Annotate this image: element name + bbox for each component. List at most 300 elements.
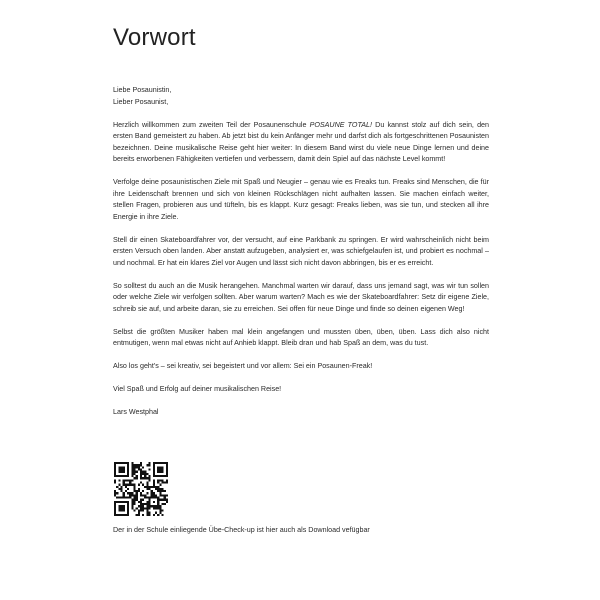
qr-module <box>157 479 159 481</box>
qr-module <box>116 492 118 494</box>
qr-module <box>120 497 122 499</box>
qr-module <box>164 497 166 499</box>
signature: Lars Westphal <box>113 408 159 416</box>
qr-module <box>123 484 125 486</box>
qr-module <box>114 475 116 477</box>
qr-module <box>125 490 127 492</box>
qr-module <box>155 462 157 464</box>
qr-module <box>131 468 133 470</box>
qr-module <box>140 473 142 475</box>
qr-module <box>120 514 122 516</box>
qr-module <box>157 466 159 468</box>
qr-module <box>146 497 148 499</box>
qr-module <box>127 505 129 507</box>
qr-module <box>149 497 151 499</box>
qr-module <box>125 462 127 464</box>
qr-module <box>157 490 159 492</box>
qr-module <box>146 510 148 512</box>
qr-module <box>127 512 129 514</box>
qr-module <box>162 490 164 492</box>
qr-module <box>123 501 125 503</box>
qr-module <box>136 466 138 468</box>
qr-module <box>142 484 144 486</box>
qr-module <box>114 468 116 470</box>
qr-module <box>151 497 153 499</box>
qr-module <box>127 473 129 475</box>
qr-module <box>157 486 159 488</box>
qr-module <box>166 473 168 475</box>
qr-module <box>164 494 166 496</box>
qr-module <box>155 475 157 477</box>
qr-module <box>123 479 125 481</box>
qr-module <box>149 479 151 481</box>
qr-module <box>157 497 159 499</box>
qr-module <box>138 464 140 466</box>
qr-module <box>159 494 161 496</box>
qr-module <box>123 468 125 470</box>
qr-module <box>142 505 144 507</box>
qr-module <box>131 471 133 473</box>
qr-module <box>146 514 148 516</box>
qr-module <box>138 468 140 470</box>
qr-module <box>140 503 142 505</box>
qr-module <box>149 505 151 507</box>
qr-module <box>125 501 127 503</box>
qr-module <box>136 490 138 492</box>
qr-module <box>149 475 151 477</box>
qr-module <box>133 499 135 501</box>
qr-module <box>129 484 131 486</box>
qr-module <box>140 462 142 464</box>
qr-module <box>159 475 161 477</box>
qr-module <box>118 497 120 499</box>
qr-module <box>120 466 122 468</box>
qr-module <box>157 462 159 464</box>
qr-module <box>166 462 168 464</box>
paragraph-welcome-end: Du kannst stolz auf dich sein, den ersten Band gemeistert zu haben. Ab jetzt bist du kein Anfänger mehr und darfst dich als fortgeschrittenen Posaunisten bezeichnen. Deine musikalische Reise geht hier weiter: In diesem Band wirst du viele neue Dinge lernen und deine bereits erworbenen Fähigkeiten vertiefen und verbessern, damit dein Spiel auf das nächste Level kommt! <box>113 120 489 163</box>
qr-module <box>118 514 120 516</box>
qr-module <box>120 486 122 488</box>
qr-module <box>127 514 129 516</box>
book-title-emphasis: POSAUNE TOTAL! <box>309 120 373 129</box>
qr-module <box>133 473 135 475</box>
qr-module <box>123 514 125 516</box>
qr-module <box>162 462 164 464</box>
qr-module <box>125 484 127 486</box>
qr-module <box>131 475 133 477</box>
qr-module <box>120 475 122 477</box>
qr-module <box>149 512 151 514</box>
qr-module <box>149 488 151 490</box>
qr-module <box>149 507 151 509</box>
qr-module <box>127 492 129 494</box>
qr-module <box>123 492 125 494</box>
qr-module <box>142 466 144 468</box>
qr-module <box>114 471 116 473</box>
qr-module <box>153 514 155 516</box>
salutation <box>113 85 489 108</box>
foreword-body <box>113 85 489 419</box>
qr-module <box>120 462 122 464</box>
qr-module <box>136 471 138 473</box>
qr-module <box>114 464 116 466</box>
qr-module <box>114 505 116 507</box>
qr-module <box>114 462 116 464</box>
qr-module <box>131 464 133 466</box>
qr-module <box>144 475 146 477</box>
qr-module <box>149 477 151 479</box>
qr-module <box>127 507 129 509</box>
qr-module <box>131 473 133 475</box>
qr-module <box>159 507 161 509</box>
qr-module <box>129 481 131 483</box>
qr-code[interactable] <box>114 462 168 516</box>
qr-module <box>114 507 116 509</box>
qr-module <box>127 468 129 470</box>
qr-module <box>133 464 135 466</box>
qr-module <box>149 462 151 464</box>
qr-module <box>142 473 144 475</box>
qr-module <box>153 464 155 466</box>
qr-module <box>151 490 153 492</box>
qr-module <box>125 486 127 488</box>
qr-module <box>166 479 168 481</box>
qr-module <box>140 468 142 470</box>
qr-module <box>114 512 116 514</box>
qr-module <box>131 507 133 509</box>
qr-module <box>133 471 135 473</box>
qr-module <box>114 514 116 516</box>
qr-module <box>162 479 164 481</box>
qr-module <box>118 475 120 477</box>
qr-module <box>146 464 148 466</box>
qr-module <box>142 514 144 516</box>
qr-module <box>149 514 151 516</box>
qr-module <box>136 477 138 479</box>
qr-module <box>159 505 161 507</box>
qr-module <box>127 497 129 499</box>
qr-module <box>140 501 142 503</box>
qr-module <box>114 479 116 481</box>
qr-module <box>123 475 125 477</box>
qr-module <box>153 484 155 486</box>
qr-module <box>136 497 138 499</box>
qr-module <box>140 477 142 479</box>
qr-module <box>142 503 144 505</box>
qr-module <box>146 507 148 509</box>
qr-module <box>120 505 122 507</box>
qr-module <box>140 510 142 512</box>
qr-module <box>116 501 118 503</box>
qr-module <box>162 468 164 470</box>
qr-module <box>159 499 161 501</box>
qr-module <box>149 501 151 503</box>
qr-module <box>136 464 138 466</box>
qr-module <box>162 466 164 468</box>
qr-module <box>120 507 122 509</box>
qr-module <box>159 484 161 486</box>
qr-module <box>123 466 125 468</box>
qr-module <box>155 507 157 509</box>
qr-module <box>120 510 122 512</box>
qr-module <box>131 492 133 494</box>
qr-module <box>144 507 146 509</box>
qr-module <box>131 501 133 503</box>
qr-module <box>166 494 168 496</box>
qr-module <box>116 497 118 499</box>
qr-module <box>146 505 148 507</box>
qr-module <box>157 505 159 507</box>
qr-module <box>118 510 120 512</box>
qr-module <box>140 494 142 496</box>
qr-module <box>123 507 125 509</box>
qr-module <box>131 494 133 496</box>
qr-module <box>140 481 142 483</box>
qr-module <box>140 464 142 466</box>
qr-module <box>162 481 164 483</box>
qr-module <box>118 471 120 473</box>
qr-module <box>164 499 166 501</box>
qr-module <box>140 507 142 509</box>
qr-module <box>162 499 164 501</box>
qr-module <box>114 501 116 503</box>
qr-module <box>166 499 168 501</box>
qr-module <box>118 462 120 464</box>
qr-module <box>153 475 155 477</box>
qr-module <box>116 462 118 464</box>
qr-module <box>153 507 155 509</box>
qr-module <box>118 468 120 470</box>
qr-module <box>114 492 116 494</box>
qr-module <box>149 486 151 488</box>
qr-module <box>166 471 168 473</box>
qr-module <box>162 494 164 496</box>
qr-module <box>157 514 159 516</box>
qr-module <box>157 481 159 483</box>
qr-module <box>138 488 140 490</box>
paragraph-welcome-start: Herzlich willkommen zum zweiten Teil der Posaunenschule <box>113 120 310 129</box>
qr-module <box>118 479 120 481</box>
qr-module <box>127 484 129 486</box>
qr-module <box>153 494 155 496</box>
qr-module <box>153 481 155 483</box>
qr-module <box>127 479 129 481</box>
qr-module <box>166 468 168 470</box>
qr-module <box>157 468 159 470</box>
paragraph-freaks: Verfolge deine posaunistischen Ziele mit Spaß und Neugier – genau wie es Freaks tun. Freaks sind Menschen, die für ihre Leidenschaft brennen und sich von kleinen Rückschlägen nicht aufhalten lassen. Sie machen einfach weiter, stellen Fragen, probieren aus und tüfteln, bis es klappt. Kurz gesagt: Freaks lieben, was sie tun, und stecken all ihre Energie in ihre Ziele. <box>113 178 489 221</box>
qr-module <box>162 471 164 473</box>
qr-module <box>162 510 164 512</box>
qr-module <box>144 494 146 496</box>
qr-module <box>133 466 135 468</box>
qr-module <box>162 514 164 516</box>
qr-module <box>151 486 153 488</box>
qr-module <box>146 503 148 505</box>
qr-module <box>164 481 166 483</box>
qr-module <box>146 486 148 488</box>
qr-module <box>144 473 146 475</box>
qr-module <box>118 466 120 468</box>
qr-module <box>146 481 148 483</box>
qr-module <box>114 481 116 483</box>
qr-module <box>133 488 135 490</box>
paragraph-skateboarder: Stell dir einen Skateboardfahrer vor, der versucht, auf eine Parkbank zu springen. Er wird wahrscheinlich nicht beim ersten Versuch oben landen. Aber anstatt aufzugeben, analysiert er, was schiefgelaufen ist, und probiert es nochmal – und nochmal. Er hat ein klares Ziel vor Augen und lässt sich nicht davon abbringen, bis er es erreicht. <box>113 235 489 267</box>
qr-module <box>138 490 140 492</box>
qr-module <box>136 475 138 477</box>
qr-module <box>138 466 140 468</box>
paragraph-great-musicians: Selbst die größten Musiker haben mal klein angefangen und mussten üben, üben, üben. Lass dich also nicht entmutigen, wenn mal etwas nicht auf Anhieb klappt. Bleib dran und hab Spaß an dem, was du tust. <box>113 327 489 347</box>
page-title: Vorwort <box>113 24 196 51</box>
qr-module <box>136 507 138 509</box>
qr-module <box>146 488 148 490</box>
qr-module <box>153 492 155 494</box>
qr-module <box>144 503 146 505</box>
qr-module <box>142 494 144 496</box>
qr-module <box>131 505 133 507</box>
qr-module <box>127 471 129 473</box>
paragraph-closing-wish: Viel Spaß und Erfolg auf deiner musikalischen Reise! <box>113 385 282 393</box>
qr-module <box>153 501 155 503</box>
qr-module <box>144 471 146 473</box>
qr-module <box>133 468 135 470</box>
qr-module <box>133 503 135 505</box>
qr-module <box>140 471 142 473</box>
qr-module <box>138 505 140 507</box>
qr-module <box>127 462 129 464</box>
qr-module <box>159 468 161 470</box>
qr-module <box>157 503 159 505</box>
qr-module <box>155 505 157 507</box>
qr-module <box>157 501 159 503</box>
qr-module <box>166 501 168 503</box>
qr-module <box>153 473 155 475</box>
qr-module <box>118 507 120 509</box>
qr-module <box>114 503 116 505</box>
qr-module <box>166 464 168 466</box>
qr-module <box>157 471 159 473</box>
qr-module <box>118 488 120 490</box>
qr-module <box>153 505 155 507</box>
qr-module <box>123 510 125 512</box>
qr-module <box>133 490 135 492</box>
qr-module <box>129 479 131 481</box>
qr-module <box>136 499 138 501</box>
qr-module <box>127 488 129 490</box>
qr-module <box>131 484 133 486</box>
qr-module <box>114 494 116 496</box>
qr-module <box>131 499 133 501</box>
qr-module <box>149 499 151 501</box>
qr-module <box>125 497 127 499</box>
qr-module <box>114 510 116 512</box>
qr-module <box>127 501 129 503</box>
qr-module <box>138 510 140 512</box>
qr-module <box>140 492 142 494</box>
qr-module <box>146 473 148 475</box>
qr-module <box>127 466 129 468</box>
qr-module <box>159 479 161 481</box>
qr-module <box>131 479 133 481</box>
qr-module <box>123 462 125 464</box>
qr-module <box>159 512 161 514</box>
qr-module <box>133 486 135 488</box>
qr-module <box>114 473 116 475</box>
qr-module <box>146 512 148 514</box>
qr-module <box>164 475 166 477</box>
qr-module <box>164 462 166 464</box>
qr-module <box>125 479 127 481</box>
qr-module <box>144 486 146 488</box>
qr-module <box>153 497 155 499</box>
qr-module <box>118 505 120 507</box>
qr-module <box>127 503 129 505</box>
qr-module <box>142 471 144 473</box>
qr-module <box>142 499 144 501</box>
qr-module <box>149 503 151 505</box>
qr-module <box>131 462 133 464</box>
qr-module <box>155 497 157 499</box>
qr-module <box>118 484 120 486</box>
qr-module <box>142 510 144 512</box>
qr-module <box>162 503 164 505</box>
qr-module <box>138 514 140 516</box>
qr-module <box>166 481 168 483</box>
qr-module <box>116 475 118 477</box>
qr-module <box>129 497 131 499</box>
qr-module <box>127 510 129 512</box>
qr-module <box>138 501 140 503</box>
qr-module <box>146 484 148 486</box>
paragraph-music-approach: So solltest du auch an die Musik herangehen. Manchmal warten wir darauf, dass uns jemand sagt, was wir tun sollen oder welche Ziele wir verfolgen sollten. Aber warum warten? Mach es wie der Skateboardfahrer: Setz dir eigene Ziele, schreib sie auf, und arbeite daran, sie zu erreichen. Sei offen für neue Dinge und finde so deinen eigenen Weg! <box>113 281 489 313</box>
qr-module <box>120 471 122 473</box>
qr-module <box>120 490 122 492</box>
qr-module <box>159 490 161 492</box>
qr-module <box>114 466 116 468</box>
qr-module <box>149 464 151 466</box>
qr-module <box>114 490 116 492</box>
qr-module <box>159 471 161 473</box>
qr-module <box>138 484 140 486</box>
qr-module <box>133 497 135 499</box>
qr-module <box>164 503 166 505</box>
qr-module <box>159 488 161 490</box>
qr-module <box>140 475 142 477</box>
qr-module <box>129 494 131 496</box>
qr-module <box>140 505 142 507</box>
qr-module <box>131 466 133 468</box>
qr-module <box>146 501 148 503</box>
qr-module <box>136 492 138 494</box>
qr-module <box>127 464 129 466</box>
paragraph-lets-go: Also los geht's – sei kreativ, sei begeistert und vor allem: Sei ein Posaunen-Freak! <box>113 362 373 370</box>
paragraph-welcome <box>113 120 489 166</box>
qr-module <box>133 494 135 496</box>
qr-module <box>159 492 161 494</box>
qr-module <box>155 488 157 490</box>
qr-module <box>157 499 159 501</box>
qr-module <box>142 490 144 492</box>
qr-module <box>136 494 138 496</box>
qr-module <box>144 497 146 499</box>
salutation-line-2: Lieber Posaunist, <box>113 97 169 106</box>
qr-module <box>153 468 155 470</box>
qr-module <box>157 507 159 509</box>
qr-caption: Der in der Schule einliegende Übe-Check-up ist hier auch als Download vefügbar <box>113 526 370 534</box>
qr-module <box>153 486 155 488</box>
qr-module <box>123 494 125 496</box>
qr-module <box>151 494 153 496</box>
qr-module <box>159 462 161 464</box>
